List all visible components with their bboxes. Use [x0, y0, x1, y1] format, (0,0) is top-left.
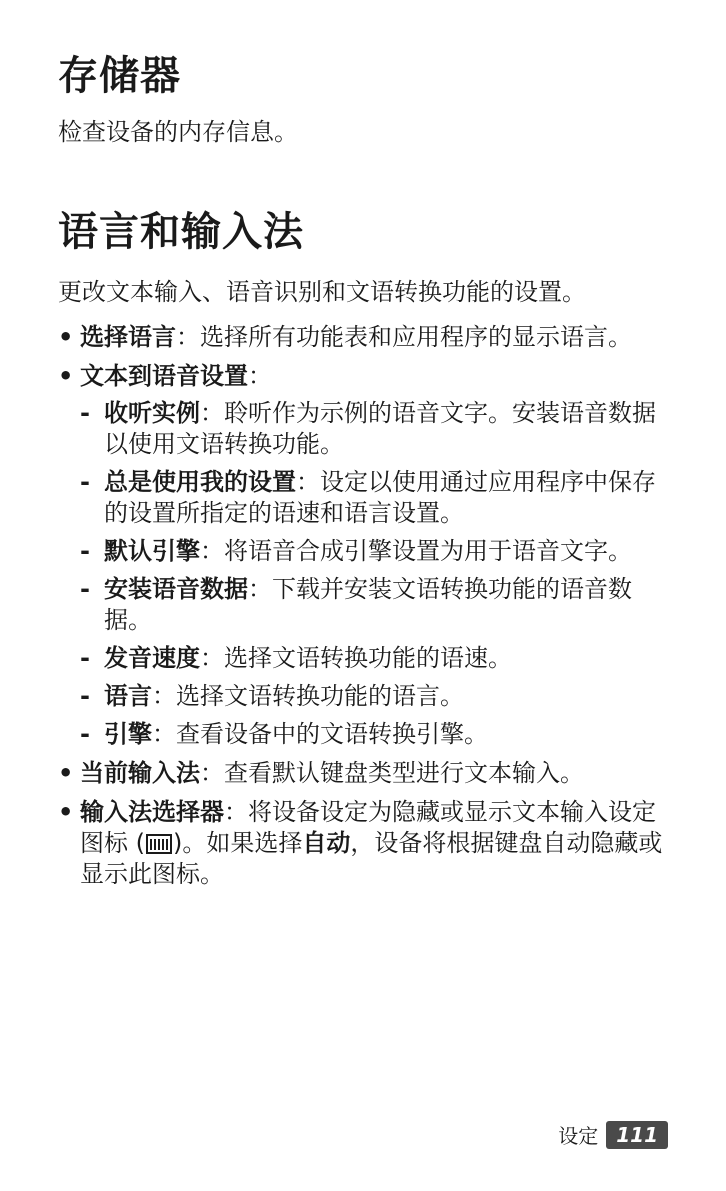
page-footer — [558, 1120, 668, 1149]
item-desc: 选择所有功能表和应用程序的显示语言。 — [200, 323, 632, 351]
auto-option: 自动 — [302, 829, 351, 857]
sub-item-default-engine: - 默认引擎：将语音合成引擎设置为用于语音文字。 — [80, 536, 676, 567]
settings-list — [58, 322, 676, 890]
footer-section-label: 设定 — [558, 1124, 599, 1148]
item-term: 文本到语音设置 — [80, 362, 248, 390]
item-term: 当前输入法 — [80, 759, 200, 787]
section-title-language-input: 语言和输入法 — [58, 209, 304, 255]
page-content — [58, 48, 676, 898]
tts-sub-list — [80, 398, 676, 750]
list-item-tts-settings: • 文本到语音设置： - 收听实例：聆听作为示例的语音文字。安装语音数据以使用文语转换功能。 - 总是使用我的设置：设定以使用通过应用程序中保存的设置所指定的语速和语言设置。 - 默认引擎：将语音合成引擎设置为用于语音文字。 - 安装语音数据：下载并安装文语转换功能的语音数据。 - 发音速度：选择文语转换功能的语速。 - 语言：选择文语转换功能的语言。 - 引擎：查看设备中的文语转换引擎。 — [58, 361, 676, 750]
item-term: 输入法选择器 — [80, 798, 224, 826]
sub-item-install-voice-data: - 安装语音数据：下载并安装文语转换功能的语音数据。 — [80, 574, 676, 636]
list-item-current-input-method: • 当前输入法：查看默认键盘类型进行文本输入。 — [58, 758, 676, 789]
section-desc-storage: 检查设备的内存信息。 — [58, 118, 298, 146]
page-number: 111 — [606, 1121, 668, 1149]
sub-item-engine: - 引擎：查看设备中的文语转换引擎。 — [80, 719, 676, 750]
keyboard-icon — [146, 834, 172, 854]
item-term: 选择语言 — [80, 323, 176, 351]
sub-item-language: - 语言：选择文语转换功能的语言。 — [80, 681, 676, 712]
sub-item-listen-example: - 收听实例：聆听作为示例的语音文字。安装语音数据以使用文语转换功能。 — [80, 398, 676, 460]
list-item-input-method-selector: • 输入法选择器：将设备设定为隐藏或显示文本输入设定图标 ( )。如果选择自动，设备将根据键盘自动隐藏或显示此图标。 — [58, 797, 676, 890]
list-item-select-language: • 选择语言：选择所有功能表和应用程序的显示语言。 — [58, 322, 676, 353]
item-desc: 查看默认键盘类型进行文本输入。 — [224, 759, 584, 787]
sub-item-always-use-my-settings: - 总是使用我的设置：设定以使用通过应用程序中保存的设置所指定的语速和语言设置。 — [80, 467, 676, 529]
section-desc-language-input: 更改文本输入、语音识别和文语转换功能的设置。 — [58, 278, 586, 306]
sub-item-speech-rate: - 发音速度：选择文语转换功能的语速。 — [80, 643, 676, 674]
section-title-storage: 存储器 — [58, 53, 181, 99]
